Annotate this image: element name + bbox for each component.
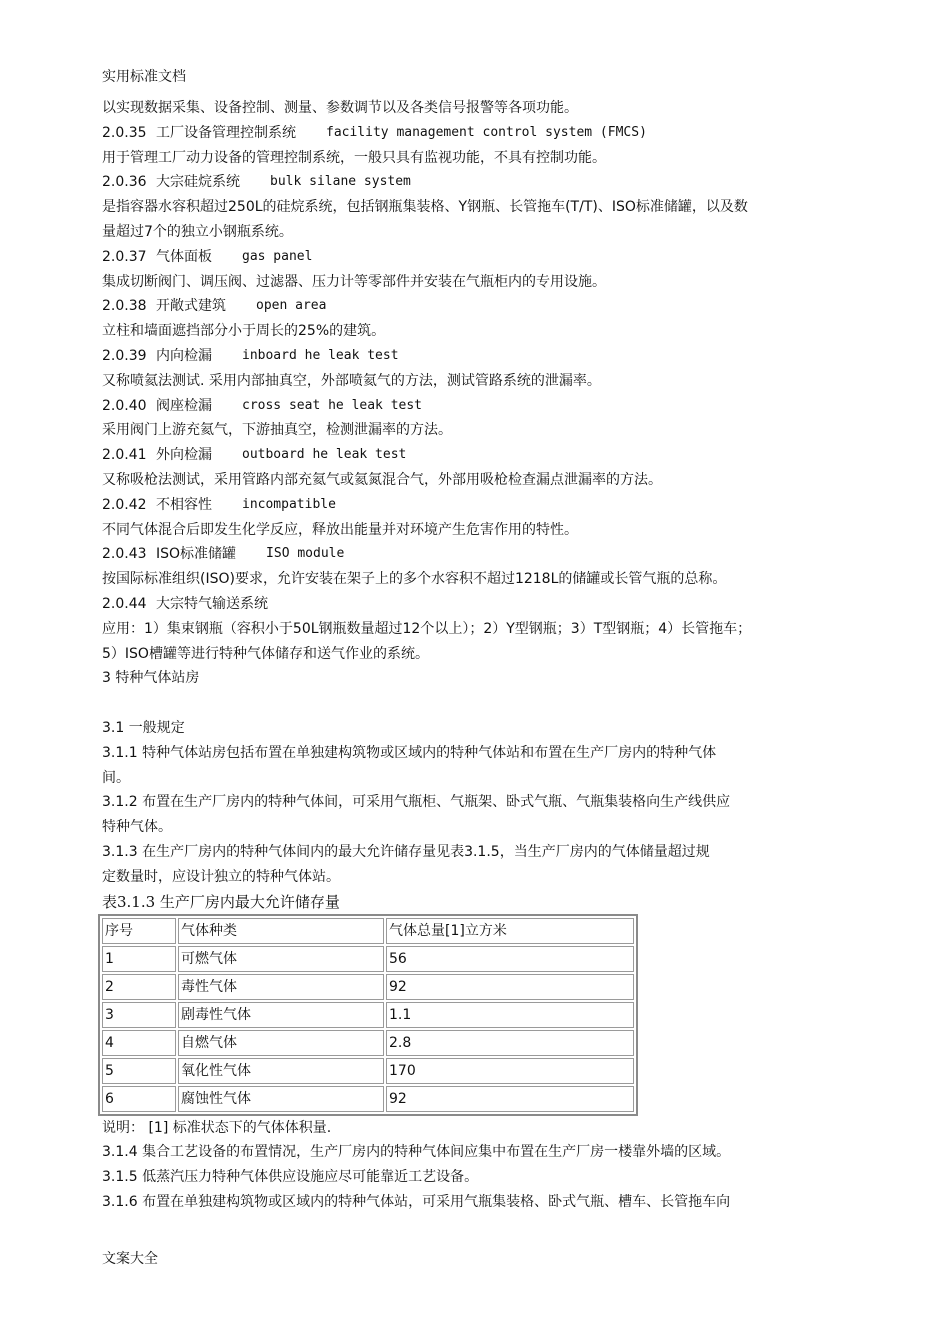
term-description: 不同气体混合后即发生化学反应，释放出能量并对环境产生危害作用的特性。 — [102, 521, 578, 538]
term-heading — [102, 542, 852, 567]
clause-line: 特种气体。 — [102, 819, 172, 836]
term-number: 2.0.44 — [102, 595, 147, 612]
term-english: ISO module — [266, 546, 345, 562]
document-body — [102, 96, 852, 1215]
clause-line: 3.1.5 低蒸汽压力特种气体供应设施应尽可能靠近工艺设备。 — [102, 1169, 479, 1186]
term-number: 2.0.40 — [102, 397, 147, 414]
table-cell: 1 — [102, 946, 176, 972]
table-cell: 5 — [102, 1058, 176, 1084]
term-heading — [102, 170, 852, 195]
chapter-heading: 3 特种气体站房 — [102, 670, 200, 687]
clause-line: 3.1.3 在生产厂房内的特种气体间内的最大允许储存量见表3.1.5，当生产厂房内的气体储量超过规 — [102, 843, 710, 860]
table-row — [102, 946, 634, 972]
term-english: inboard he leak test — [242, 347, 399, 363]
table-header-row — [102, 918, 634, 944]
term-definitions — [102, 121, 852, 667]
clause-line: 3.1.2 布置在生产厂房内的特种气体间，可采用气瓶柜、气瓶架、卧式气瓶、气瓶集装格向生产线供应 — [102, 794, 731, 811]
table-header-cell: 气体种类 — [178, 918, 384, 944]
term-description: 集成切断阀门、调压阀、过滤器、压力计等零部件并安装在气瓶柜内的专用设施。 — [102, 273, 606, 290]
clause-line: 3.1.1 特种气体站房包括布置在单独建构筑物或区域内的特种气体站和布置在生产厂房内的特种气体 — [102, 744, 717, 761]
term-name: 气体面板 — [156, 248, 212, 265]
term-english: bulk silane system — [270, 174, 411, 190]
clauses-second — [102, 1140, 852, 1214]
table-cell: 腐蚀性气体 — [178, 1086, 384, 1112]
term-english: outboard he leak test — [242, 447, 407, 463]
term-name: 工厂设备管理控制系统 — [156, 124, 296, 141]
term-heading — [102, 443, 852, 468]
table-cell: 2 — [102, 974, 176, 1000]
table-cell: 92 — [386, 1086, 634, 1112]
term-english: incompatible — [242, 496, 336, 512]
table-row — [102, 1002, 634, 1028]
term-heading — [102, 394, 852, 419]
term-name: 外向检漏 — [156, 447, 212, 464]
table-cell: 170 — [386, 1058, 634, 1084]
term-name: 不相容性 — [156, 496, 212, 513]
term-name: 大宗特气输送系统 — [156, 595, 268, 612]
table-row — [102, 974, 634, 1000]
table-cell: 剧毒性气体 — [178, 1002, 384, 1028]
table-cell: 可燃气体 — [178, 946, 384, 972]
term-description: 应用：1）集束钢瓶（容积小于50L钢瓶数量超过12个以上）；2）Y型钢瓶；3）T型钢瓶；4）长管拖车； — [102, 620, 752, 637]
term-description: 5）ISO槽罐等进行特种气体储存和送气作业的系统。 — [102, 645, 429, 662]
term-name: 阀座检漏 — [156, 397, 212, 414]
term-heading — [102, 592, 852, 617]
clause-line: 3.1.6 布置在单独建构筑物或区域内的特种气体站，可采用气瓶集装格、卧式气瓶、槽车、长管拖车向 — [102, 1193, 731, 1210]
table-cell: 毒性气体 — [178, 974, 384, 1000]
table-header-cell: 序号 — [102, 918, 176, 944]
clauses-first — [102, 741, 852, 890]
table-cell: 4 — [102, 1030, 176, 1056]
term-english: cross seat he leak test — [242, 397, 423, 413]
table-caption: 表3.1.3 生产厂房内最大允许储存量 — [102, 892, 340, 911]
term-name: 内向检漏 — [156, 347, 212, 364]
term-number: 2.0.43 — [102, 546, 147, 563]
table-cell: 3 — [102, 1002, 176, 1028]
clause-line: 间。 — [102, 769, 130, 786]
term-number: 2.0.42 — [102, 496, 147, 513]
page-header: 实用标准文档 — [102, 69, 186, 85]
term-description: 又称吸枪法测试，采用管路内部充氦气或氦氮混合气，外部用吸枪检查漏点泄漏率的方法。 — [102, 471, 662, 488]
table-cell: 56 — [386, 946, 634, 972]
table-note: 说明： [1] 标准状态下的气体体积量. — [102, 1119, 332, 1136]
term-description: 量超过7个的独立小钢瓶系统。 — [102, 223, 293, 240]
table-header-cell: 气体总量[1]立方米 — [386, 918, 634, 944]
table-cell: 1.1 — [386, 1002, 634, 1028]
term-description: 立柱和墙面遮挡部分小于周长的25%的建筑。 — [102, 323, 386, 340]
intro-line: 以实现数据采集、设备控制、测量、参数调节以及各类信号报警等各项功能。 — [102, 100, 578, 116]
storage-table — [98, 914, 638, 1116]
term-heading — [102, 121, 852, 146]
table-row — [102, 1030, 634, 1056]
table-cell: 2.8 — [386, 1030, 634, 1056]
term-heading — [102, 245, 852, 270]
term-number: 2.0.36 — [102, 174, 147, 191]
term-name: ISO标准储罐 — [156, 546, 237, 563]
table-row — [102, 1086, 634, 1112]
table-cell: 92 — [386, 974, 634, 1000]
term-heading — [102, 493, 852, 518]
term-english: gas panel — [242, 248, 313, 264]
term-number: 2.0.38 — [102, 298, 147, 315]
term-heading — [102, 294, 852, 319]
term-description: 按国际标准组织(ISO)要求，允许安装在架子上的多个水容积不超过1218L的储罐或长管气瓶的总称。 — [102, 571, 727, 588]
term-description: 是指容器水容积超过250L的硅烷系统，包括钢瓶集装格、Y钢瓶、长管拖车(T/T)、ISO标准储罐，以及数 — [102, 199, 748, 216]
term-description: 采用阀门上游充氦气，下游抽真空，检测泄漏率的方法。 — [102, 422, 452, 439]
table-row — [102, 1058, 634, 1084]
term-name: 大宗硅烷系统 — [156, 174, 240, 191]
clause-line: 定数量时，应设计独立的特种气体站。 — [102, 868, 340, 885]
term-number: 2.0.35 — [102, 124, 147, 141]
section-heading: 3.1 一般规定 — [102, 719, 185, 736]
table-cell: 自燃气体 — [178, 1030, 384, 1056]
table-cell: 氧化性气体 — [178, 1058, 384, 1084]
term-heading — [102, 344, 852, 369]
table-cell: 6 — [102, 1086, 176, 1112]
term-description: 又称喷氦法测试. 采用内部抽真空，外部喷氦气的方法，测试管路系统的泄漏率。 — [102, 372, 601, 389]
spacer — [102, 691, 852, 716]
term-name: 开敞式建筑 — [156, 298, 226, 315]
term-number: 2.0.37 — [102, 248, 147, 265]
page-footer: 文案大全 — [102, 1251, 158, 1267]
term-english: facility management control system (FMCS) — [326, 124, 647, 140]
clause-line: 3.1.4 集合工艺设备的布置情况，生产厂房内的特种气体间应集中布置在生产厂房一楼靠外墙的区域。 — [102, 1144, 731, 1161]
term-english: open area — [256, 298, 327, 314]
term-number: 2.0.39 — [102, 347, 147, 364]
term-description: 用于管理工厂动力设备的管理控制系统，一般只具有监视功能，不具有控制功能。 — [102, 149, 606, 166]
term-number: 2.0.41 — [102, 447, 147, 464]
